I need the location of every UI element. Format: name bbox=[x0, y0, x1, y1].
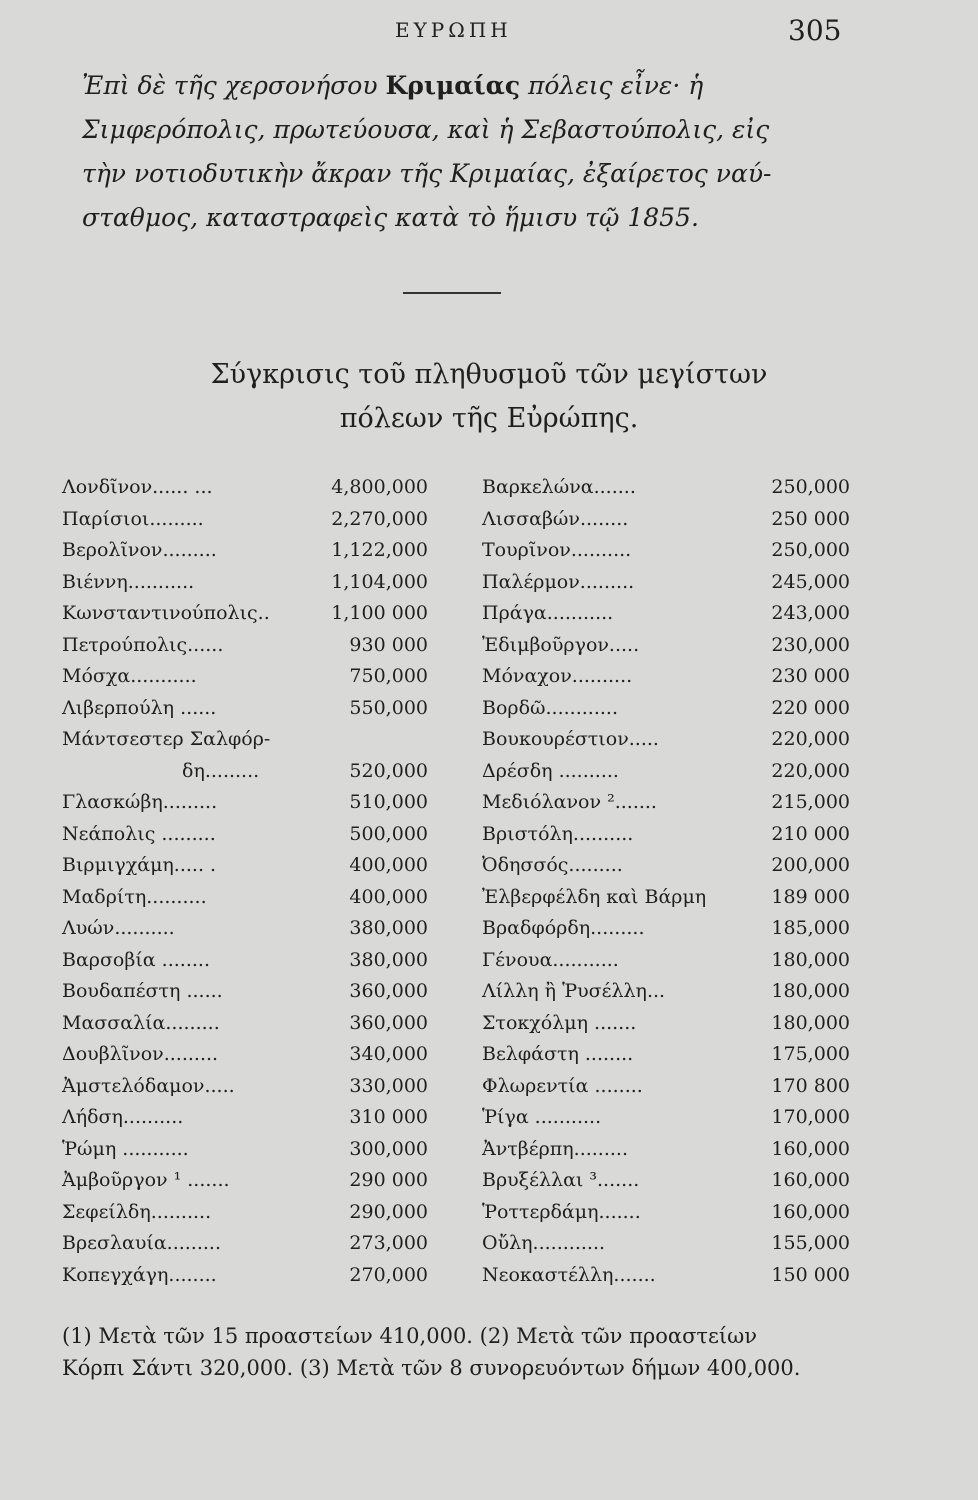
city-name-right: Βραδφόρδη......... bbox=[482, 917, 645, 939]
footnote-line1: (1) Μετὰ τῶν 15 προαστείων 410,000. (2) Μετὰ τῶν προαστείων bbox=[62, 1324, 758, 1348]
population-right: 155,000 bbox=[771, 1232, 850, 1254]
table-heading bbox=[0, 353, 978, 441]
table-heading-line2: πόλεων τῆς Εὐρώπης. bbox=[339, 403, 639, 434]
city-name-right: Μόναχον.......... bbox=[482, 665, 633, 687]
intro-line4: σταθμος, καταστραφεὶς κατὰ τὸ ἥμισυ τῷ 1855. bbox=[82, 203, 699, 232]
population-right: 160,000 bbox=[771, 1200, 850, 1223]
city-name-left: Ἀμστελόδαμον..... bbox=[62, 1074, 235, 1097]
population-left: 4,800,000 bbox=[331, 476, 428, 498]
table-row bbox=[62, 598, 862, 630]
population-left: 400,000 bbox=[349, 854, 428, 876]
city-name-right: Λισσαβών........ bbox=[482, 507, 629, 530]
city-name-right: Λίλλη ἢ Ῥυσέλλη... bbox=[482, 980, 666, 1002]
population-right: 180,000 bbox=[771, 980, 850, 1002]
city-name-right: Βελφάστη ........ bbox=[482, 1043, 634, 1065]
population-right: 245,000 bbox=[771, 570, 850, 593]
city-name-left: Βερολῖνον......... bbox=[62, 539, 217, 561]
population-left: 340,000 bbox=[349, 1043, 428, 1065]
city-name-left: Μάντσεστερ Σαλφόρ- bbox=[62, 728, 271, 750]
city-name-left: Δουβλῖνον......... bbox=[62, 1043, 219, 1065]
city-name-right: Δρέσδη .......... bbox=[482, 759, 619, 782]
population-right: 185,000 bbox=[771, 917, 850, 939]
population-left: 1,104,000 bbox=[331, 570, 428, 593]
city-name-right: Παλέρμον......... bbox=[482, 570, 635, 593]
section-divider bbox=[403, 292, 501, 294]
city-name-left: Βιρμιγχάμη..... . bbox=[62, 854, 217, 876]
population-left: 270,000 bbox=[349, 1263, 428, 1286]
city-name-right: Οὔλη............ bbox=[482, 1232, 606, 1254]
table-row bbox=[62, 661, 862, 693]
city-name-left: Λήδση.......... bbox=[62, 1106, 184, 1128]
population-right: 210 000 bbox=[771, 822, 850, 845]
population-left: 360,000 bbox=[349, 1011, 428, 1034]
city-name-left: Ἀμβοῦργον ¹ ....... bbox=[62, 1169, 230, 1191]
population-right: 175,000 bbox=[771, 1043, 850, 1065]
intro-strong-word: Κριμαίας bbox=[385, 71, 521, 100]
city-name-right: Τουρῖνον.......... bbox=[482, 539, 632, 561]
table-row bbox=[62, 504, 862, 536]
city-name-right: Ὀδησσός......... bbox=[482, 854, 623, 876]
city-name-left: Νεάπολις ......... bbox=[62, 822, 216, 845]
city-name-left: Λιβερπούλη ...... bbox=[62, 696, 217, 719]
city-name-left: Μαδρίτη.......... bbox=[62, 885, 207, 908]
city-name-left: Μασσαλία......... bbox=[62, 1011, 220, 1034]
table-row bbox=[62, 1102, 862, 1134]
population-left: 290,000 bbox=[349, 1200, 428, 1223]
city-name-left: Παρίσιοι......... bbox=[62, 507, 204, 530]
city-name-right: Ἐδιμβοῦργον..... bbox=[482, 633, 640, 656]
population-left: 1,100 000 bbox=[331, 602, 428, 624]
table-row bbox=[62, 976, 862, 1008]
running-head bbox=[0, 14, 978, 48]
city-name-right: Βαρκελώνα....... bbox=[482, 476, 636, 498]
footnotes bbox=[62, 1320, 862, 1384]
population-right: 160,000 bbox=[771, 1137, 850, 1160]
city-name-left: Κοπεγχάγη........ bbox=[62, 1263, 217, 1286]
intro-line3: τὴν νοτιοδυτικὴν ἄκραν τῆς Κριμαίας, ἐξαίρετος ναύ- bbox=[82, 159, 772, 188]
table-row bbox=[62, 567, 862, 599]
table-row bbox=[62, 1260, 862, 1292]
intro-paragraph bbox=[82, 64, 852, 240]
population-left: 290 000 bbox=[349, 1169, 428, 1191]
table-row bbox=[62, 630, 862, 662]
table-row bbox=[62, 1197, 862, 1229]
table-row bbox=[62, 850, 862, 882]
table-row bbox=[62, 1008, 862, 1040]
population-left: 750,000 bbox=[349, 665, 428, 687]
table-row bbox=[62, 724, 862, 756]
city-name-left: Γλασκώβη......... bbox=[62, 791, 218, 813]
population-right: 189 000 bbox=[771, 885, 850, 908]
city-name-left: Βρεσλαυία......... bbox=[62, 1232, 222, 1254]
running-title: ΕΥΡΩΠΗ bbox=[395, 18, 512, 42]
population-right: 230 000 bbox=[771, 665, 850, 687]
population-right: 180,000 bbox=[771, 948, 850, 971]
table-row bbox=[62, 882, 862, 914]
city-name-left: Λυών.......... bbox=[62, 917, 175, 939]
city-name-right: Γένουα........... bbox=[482, 948, 619, 971]
population-left: 380,000 bbox=[349, 948, 428, 971]
population-left: 2,270,000 bbox=[331, 507, 428, 530]
intro-lead: Ἐπὶ δὲ τῆς χερσονήσου bbox=[82, 71, 378, 100]
city-name-right: Στοκχόλμη ....... bbox=[482, 1011, 637, 1034]
table-row bbox=[62, 1134, 862, 1166]
population-right: 170 800 bbox=[771, 1074, 850, 1097]
population-right: 200,000 bbox=[771, 854, 850, 876]
city-name-right: Ἀντβέρπη......... bbox=[482, 1137, 629, 1160]
city-name-right: Βουκουρέστιον..... bbox=[482, 728, 659, 750]
city-name-left: Κωνσταντινούπολις.. bbox=[62, 602, 270, 624]
city-name-right: Πράγα........... bbox=[482, 602, 614, 624]
table-row bbox=[62, 913, 862, 945]
population-right: 230,000 bbox=[771, 633, 850, 656]
population-right: 243,000 bbox=[771, 602, 850, 624]
population-left: 360,000 bbox=[349, 980, 428, 1002]
intro-line2: Σιμφερόπολις, πρωτεύουσα, καὶ ἡ Σεβαστούπολις, εἰς bbox=[82, 115, 770, 144]
population-left: 300,000 bbox=[349, 1137, 428, 1160]
city-name-right: Φλωρεντία ........ bbox=[482, 1074, 643, 1097]
table-row bbox=[62, 1228, 862, 1260]
city-name-right: Βρυξέλλαι ³....... bbox=[482, 1169, 640, 1191]
city-name-left: Λονδῖνον...... ... bbox=[62, 476, 213, 498]
table-row bbox=[62, 1165, 862, 1197]
table-row bbox=[62, 535, 862, 567]
table-row bbox=[62, 819, 862, 851]
population-left: 380,000 bbox=[349, 917, 428, 939]
city-name-right: Ἐλβερφέλδη καὶ Βάρμη bbox=[482, 885, 707, 908]
city-name-left: Βουδαπέστη ...... bbox=[62, 980, 223, 1002]
population-left: 400,000 bbox=[349, 885, 428, 908]
population-right: 160,000 bbox=[771, 1169, 850, 1191]
city-name-right: Βριστόλη.......... bbox=[482, 822, 634, 845]
population-left: 930 000 bbox=[349, 633, 428, 656]
population-table bbox=[62, 472, 862, 1291]
city-name-left: Ῥώμη ........... bbox=[62, 1137, 189, 1160]
population-right: 220 000 bbox=[771, 696, 850, 719]
population-left: 273,000 bbox=[349, 1232, 428, 1254]
population-left: 330,000 bbox=[349, 1074, 428, 1097]
table-row bbox=[62, 756, 862, 788]
population-right: 170,000 bbox=[771, 1106, 850, 1128]
table-row bbox=[62, 693, 862, 725]
population-left: 550,000 bbox=[349, 696, 428, 719]
page-number: 305 bbox=[788, 14, 842, 47]
city-name-left: Βιέννη........... bbox=[62, 570, 195, 593]
city-name-right: Μεδιόλανον ²....... bbox=[482, 791, 657, 813]
population-left: 520,000 bbox=[349, 759, 428, 782]
population-left: 310 000 bbox=[349, 1106, 428, 1128]
population-left: 500,000 bbox=[349, 822, 428, 845]
table-row bbox=[62, 787, 862, 819]
population-right: 250,000 bbox=[771, 539, 850, 561]
population-right: 220,000 bbox=[771, 728, 850, 750]
population-right: 215,000 bbox=[771, 791, 850, 813]
population-right: 250,000 bbox=[771, 476, 850, 498]
intro-line1-tail: πόλεις εἶνε· ἡ bbox=[528, 71, 704, 100]
population-right: 220,000 bbox=[771, 759, 850, 782]
population-left: 510,000 bbox=[349, 791, 428, 813]
city-name-right: Ῥίγα ........... bbox=[482, 1106, 602, 1128]
city-name-right: Ῥοττερδάμη....... bbox=[482, 1200, 641, 1223]
city-name-right: Βορδῶ............ bbox=[482, 696, 618, 719]
city-name-left: Βαρσοβία ........ bbox=[62, 948, 210, 971]
table-row bbox=[62, 1071, 862, 1103]
table-heading-line1: Σύγκρισις τοῦ πληθυσμοῦ τῶν μεγίστων bbox=[210, 359, 768, 390]
table-row bbox=[62, 1039, 862, 1071]
city-name-right: Νεοκαστέλλη....... bbox=[482, 1263, 656, 1286]
population-left: 1,122,000 bbox=[331, 539, 428, 561]
city-name-left: δη......... bbox=[182, 759, 260, 782]
table-row bbox=[62, 945, 862, 977]
city-name-left: Μόσχα........... bbox=[62, 665, 197, 687]
population-right: 150 000 bbox=[771, 1263, 850, 1286]
footnote-line2: Κόρπι Σάντι 320,000. (3) Μετὰ τῶν 8 συνορευόντων δήμων 400,000. bbox=[62, 1356, 801, 1380]
population-right: 250 000 bbox=[771, 507, 850, 530]
city-name-left: Σεφείλδη.......... bbox=[62, 1200, 212, 1223]
table-row bbox=[62, 472, 862, 504]
city-name-left: Πετρούπολις...... bbox=[62, 633, 224, 656]
population-right: 180,000 bbox=[771, 1011, 850, 1034]
